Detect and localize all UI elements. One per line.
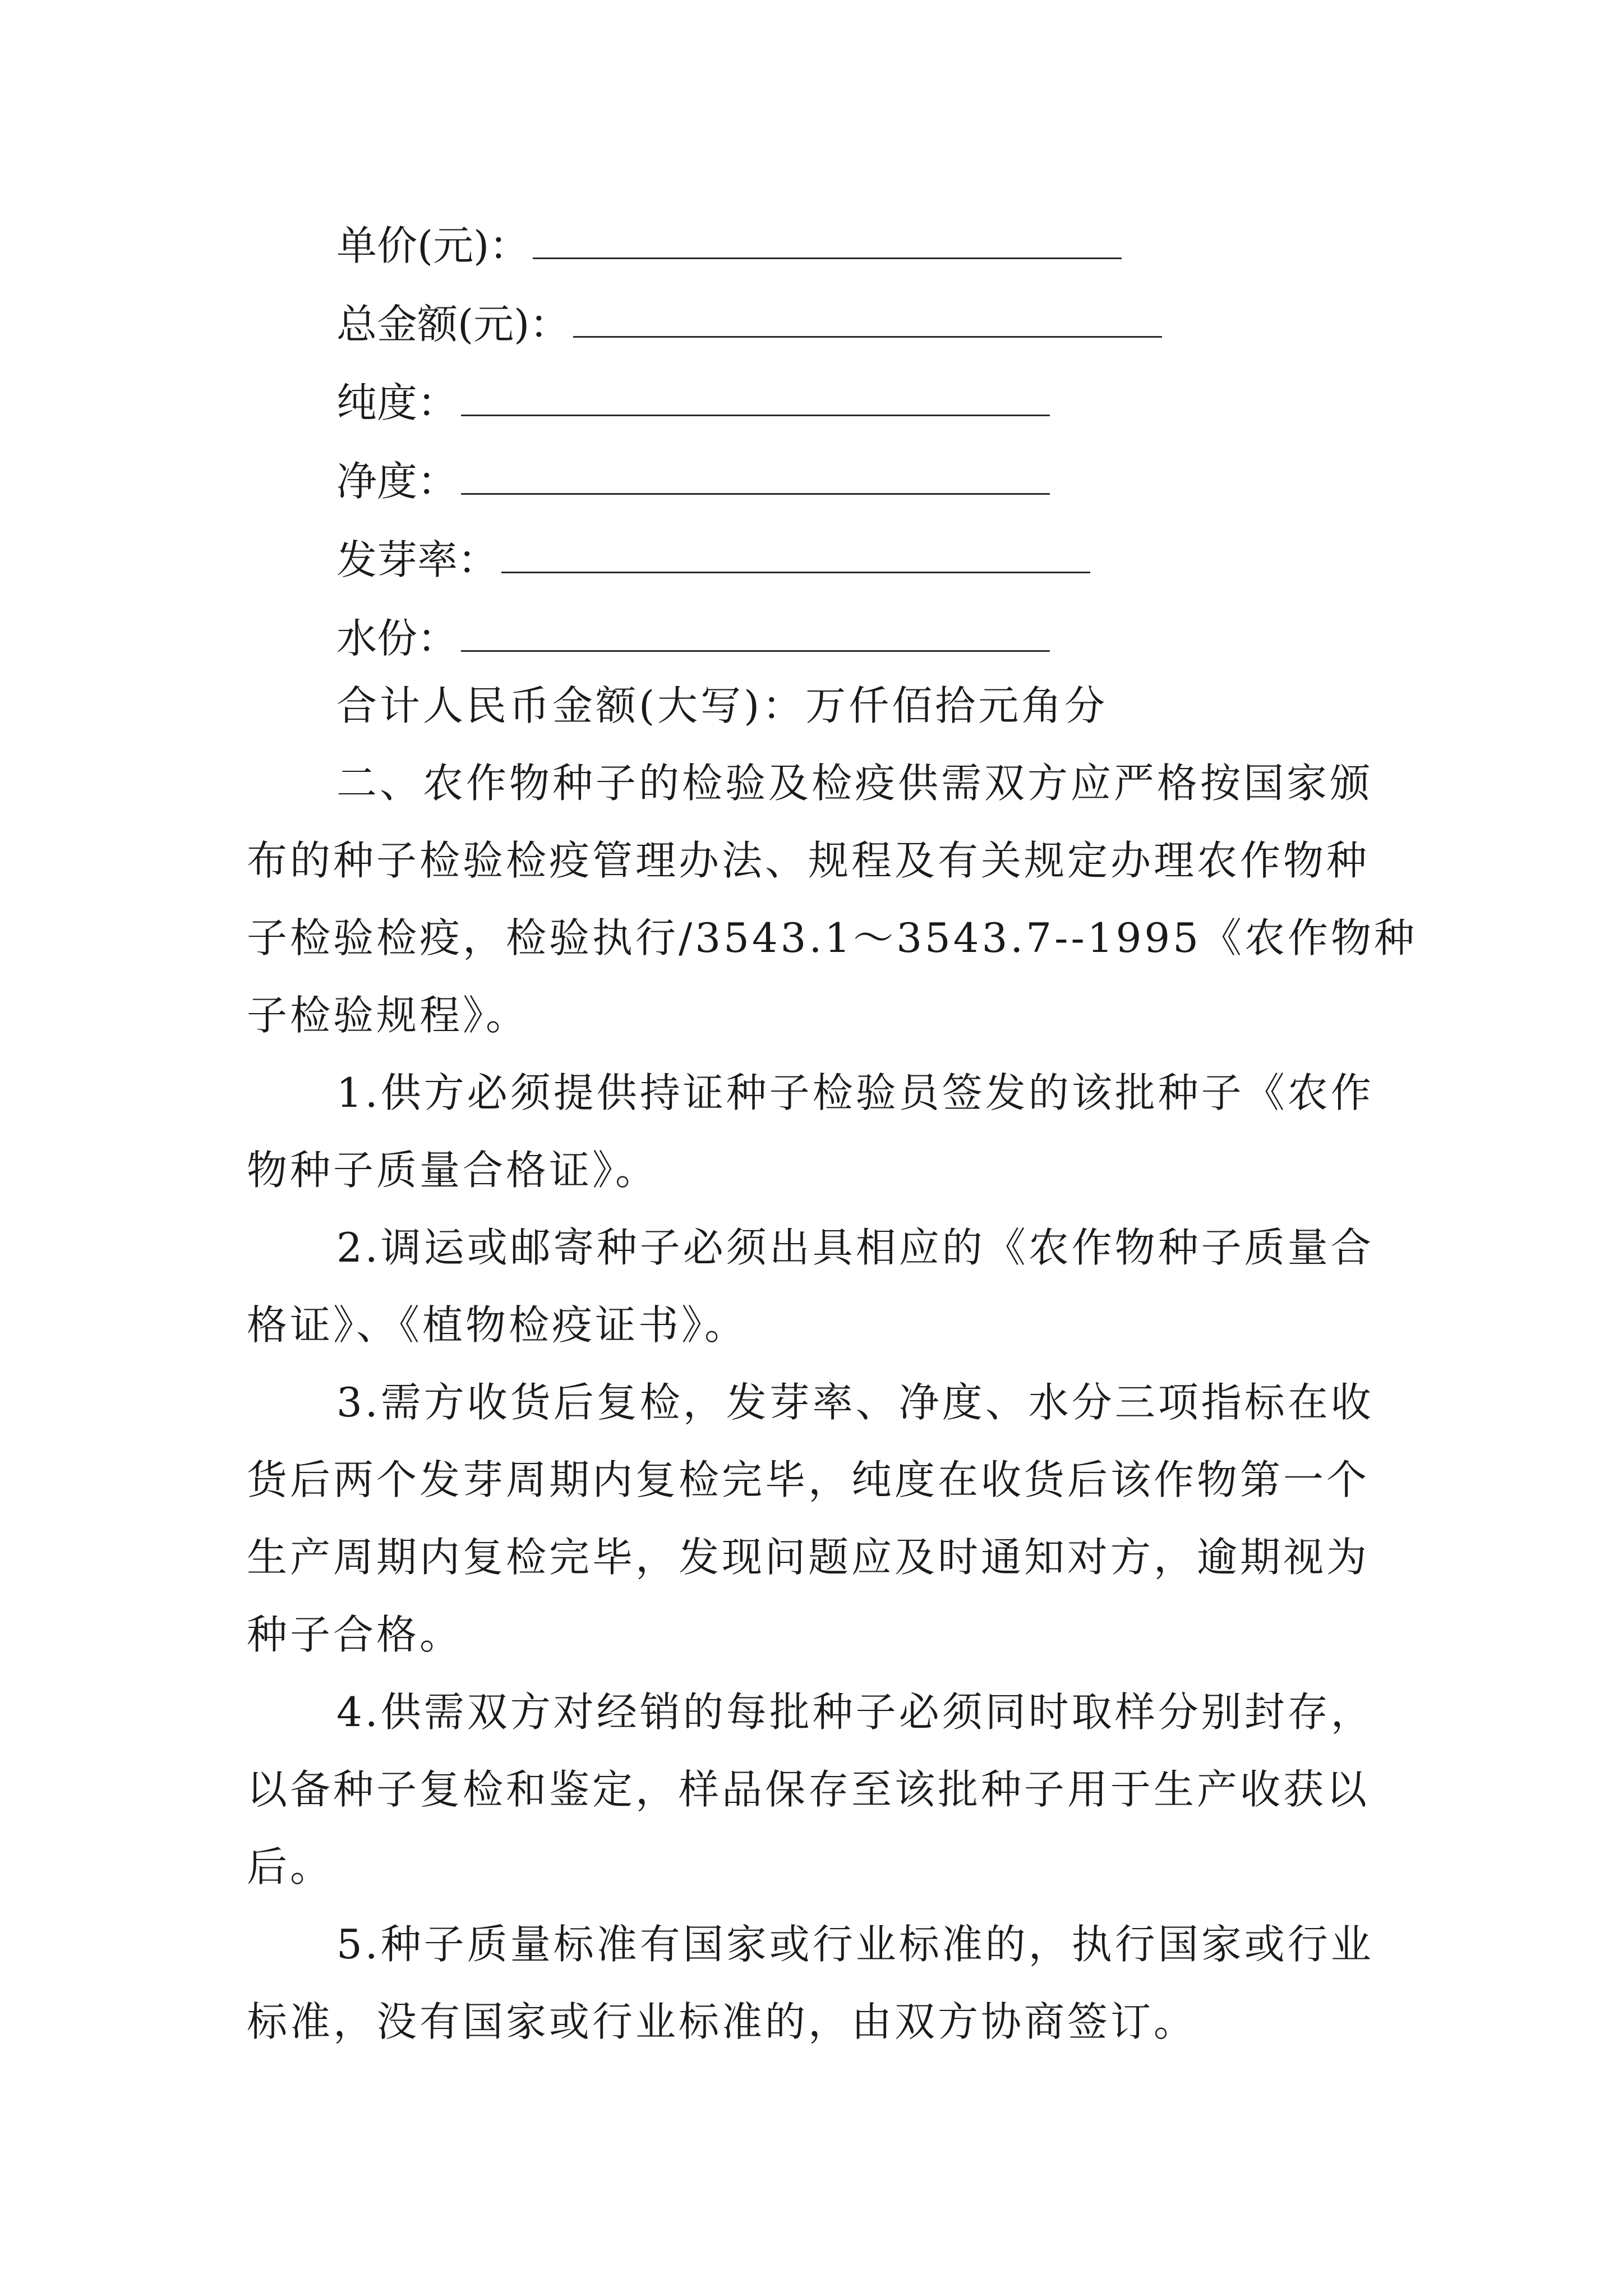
item-5-line: 5.种子质量标准有国家或行业标准的，执行国家或行业 [336,1921,1374,1968]
item-3-line: 生产周期内复检完毕，发现问题应及时通知对方，逾期视为 [247,1534,1370,1581]
field-label: 总金额(元)： [336,301,570,348]
field-label: 净度： [336,458,458,505]
section-2-line: 子检验规程》。 [247,992,529,1039]
field-label: 发芽率： [336,536,499,583]
section-2-line: 布的种子检验检疫管理办法、规程及有关规定办理农作物种 [247,837,1370,884]
fill-in-blank[interactable] [573,334,1162,338]
fill-in-blank[interactable] [461,648,1050,652]
item-5-line: 标准，没有国家或行业标准的，由双方协商签订。 [247,1998,1197,2045]
fill-in-blank[interactable] [461,491,1050,495]
item-3-line: 种子合格。 [247,1611,463,1658]
item-1-line: 物种子质量合格证》。 [247,1147,659,1194]
field-label: 水份： [336,615,458,662]
item-4-line: 4.供需双方对经销的每批种子必须同时取样分别封存， [336,1688,1374,1736]
total-amount-field [336,296,1162,352]
unit-price-field [336,218,1122,274]
fill-in-blank[interactable] [461,412,1050,416]
section-2-line: 二、农作物种子的检验及检疫供需双方应严格按国家颁 [336,760,1373,807]
item-2-line: 格证》、《植物检疫证书》。 [247,1301,748,1349]
item-2-line: 2.调运或邮寄种子必须出具相应的《农作物种子质量合 [336,1224,1374,1271]
germination-rate-field [336,532,1090,588]
cleanliness-field [336,453,1050,509]
field-label: 单价(元)： [336,222,530,269]
item-1-line: 1.供方必须提供持证种子检验员签发的该批种子《农作 [336,1069,1374,1116]
field-label: 纯度： [336,379,458,426]
moisture-field [336,610,1050,666]
purity-field [336,375,1050,431]
item-3-line: 货后两个发芽周期内复检完毕，纯度在收货后该作物第一个 [247,1456,1370,1503]
fill-in-blank[interactable] [533,255,1122,259]
total-rmb-line: 合计人民币金额(大写)：万仟佰拾元角分 [336,682,1108,729]
item-3-line: 3.需方收货后复检，发芽率、净度、水分三项指标在收 [336,1379,1374,1426]
section-2-line: 子检验检疫，检验执行/3543.1～3543.7--1995《农作物种 [247,914,1418,961]
item-4-line: 后。 [247,1843,334,1890]
item-4-line: 以备种子复检和鉴定，样品保存至该批种子用于生产收获以 [247,1766,1370,1813]
fill-in-blank[interactable] [501,569,1090,573]
